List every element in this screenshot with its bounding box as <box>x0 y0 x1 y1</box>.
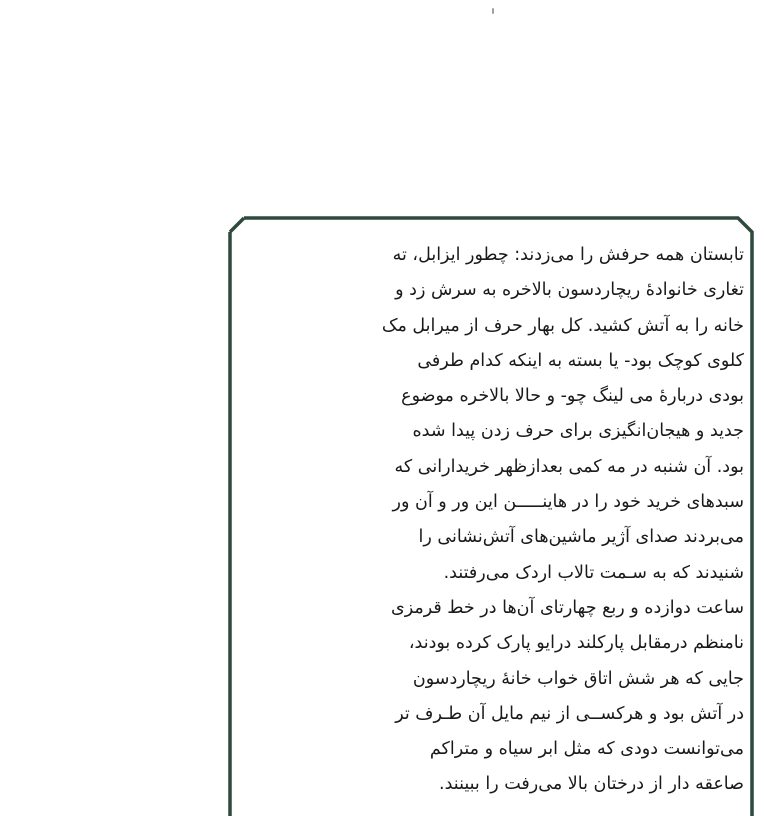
passage-line: تغاری خانوادهٔ ریچاردسون بالاخره به سرش زد و <box>395 280 744 301</box>
text-frame <box>228 216 754 799</box>
passage-line: تابستان همه حرفش را می‌زدند: چطور ایزابل، ته <box>392 245 744 265</box>
passage-line: جدید و هیجان‌انگیزی برای حرف زدن پیدا شده <box>412 421 744 442</box>
passage-line: صاعقه دار از درختان بالا می‌رفت را ببینند. <box>439 774 744 795</box>
passage-line: جایی که هر شش اتاق خواب خانهٔ ریچاردسون <box>412 668 744 689</box>
passage-line: خانه را به آتش کشید. کل بهار حرف از میرابل مک <box>381 315 744 336</box>
passage-line: می‌توانست دودی که مثل ابر سیاه و متراکم <box>429 739 744 760</box>
passage-line: شنیدند که به سـمت تالاب اردک می‌رفتند. <box>443 562 744 583</box>
scan-speck <box>492 8 494 14</box>
passage-line: نامنظم درمقابل پارکلند درایو پارک کرده بودند، <box>408 633 744 654</box>
passage-line: کلوی کوچک بود- یا بسته به اینکه کدام طرفی <box>417 350 744 371</box>
passage-line: در آتش بود و هرکســی از نیم مایل آن طـرف تر <box>395 703 744 724</box>
passage-line: سبدهای خرید خود را در هاینـــــن این ور و آن ور <box>392 492 744 513</box>
passage-line: بود. آن شنبه در مه کمی بعدازظهر خریدارانی که <box>394 456 744 477</box>
passage-line: می‌بردند صدای آژیر ماشین‌های آتش‌نشانی را <box>418 527 744 548</box>
passage-line: بودی دربارهٔ می لینگ چو- و حالا بالاخره موضوع <box>401 386 744 407</box>
book-passage <box>240 238 744 803</box>
passage-line: ساعت دوازده و ربع چهارتای آن‌ها در خط قرمزی <box>391 597 744 618</box>
